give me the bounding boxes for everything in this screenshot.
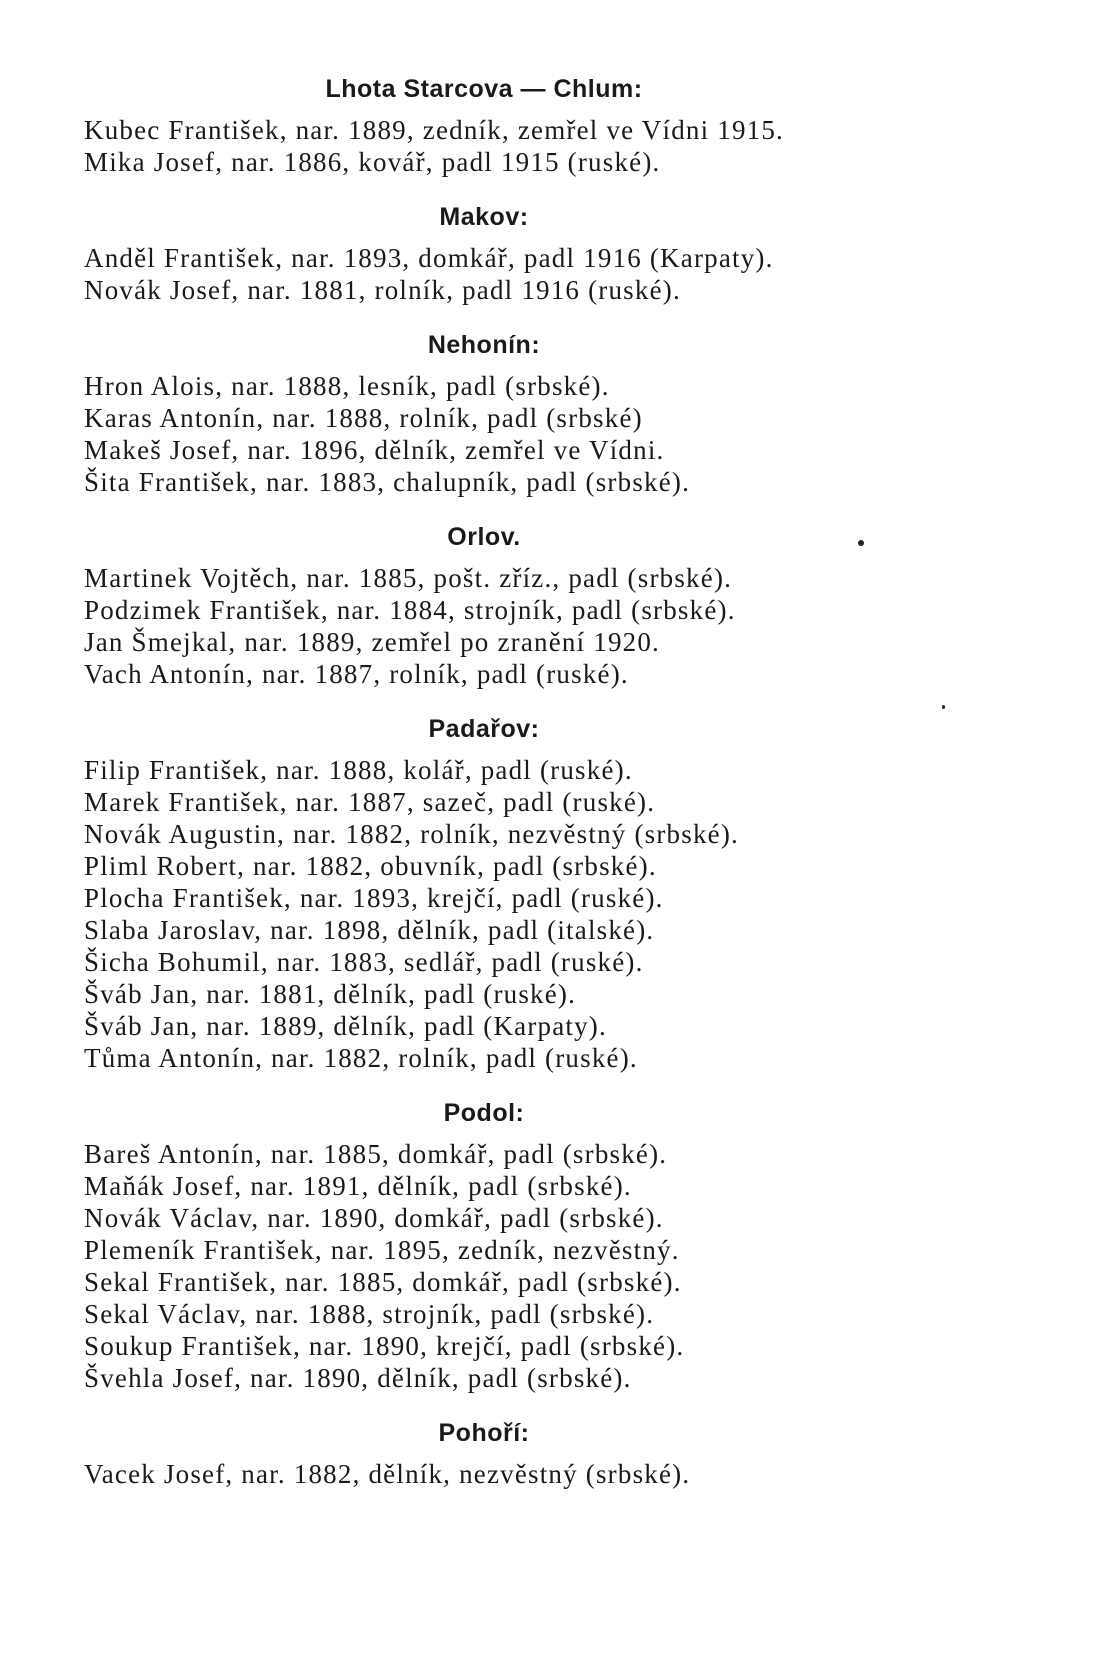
entry-line: Pliml Robert, nar. 1882, obuvník, padl (srbské).	[84, 851, 657, 881]
entry-line: Bareš Antonín, nar. 1885, domkář, padl (srbské).	[84, 1139, 668, 1169]
section-title: Orlov.	[447, 523, 521, 551]
entry-line: Jan Šmejkal, nar. 1889, zemřel po zranění 1920.	[84, 627, 661, 657]
entry-line: Tůma Antonín, nar. 1882, rolník, padl (ruské).	[84, 1043, 638, 1073]
entry-line: Šicha Bohumil, nar. 1883, sedlář, padl (ruské).	[84, 947, 644, 977]
entry-line: Vacek Josef, nar. 1882, dělník, nezvěstný (srbské).	[84, 1459, 691, 1489]
section-title: Podol:	[443, 1099, 525, 1127]
entry-line: Makeš Josef, nar. 1896, dělník, zemřel ve Vídni.	[84, 435, 665, 465]
entry-line: Maňák Josef, nar. 1891, dělník, padl (srbské).	[84, 1171, 632, 1201]
entry-line: Šita František, nar. 1883, chalupník, padl (srbské).	[84, 467, 691, 497]
ink-speck	[858, 540, 864, 546]
section-title: Pohoří:	[438, 1419, 530, 1447]
entry-line: Marek František, nar. 1887, sazeč, padl (ruské).	[84, 787, 656, 817]
section	[84, 72, 884, 178]
entry-line: Soukup František, nar. 1890, krejčí, padl (srbské).	[84, 1331, 685, 1361]
section	[84, 690, 884, 1074]
entry-line: Novák Augustin, nar. 1882, rolník, nezvěstný (srbské).	[84, 819, 739, 849]
section	[84, 178, 884, 306]
entry-line: Podzimek František, nar. 1884, strojník, padl (srbské).	[84, 595, 736, 625]
entry-line: Sekal František, nar. 1885, domkář, padl (srbské).	[84, 1267, 682, 1297]
entry-line: Novák Václav, nar. 1890, domkář, padl (srbské).	[84, 1203, 664, 1233]
entry-line: Kubec František, nar. 1889, zedník, zemřel ve Vídni 1915.	[84, 115, 784, 145]
ink-speck	[942, 705, 945, 709]
section-title: Makov:	[439, 203, 529, 231]
entry-line: Šváb Jan, nar. 1889, dělník, padl (Karpaty).	[84, 1011, 607, 1041]
entry-line: Vach Antonín, nar. 1887, rolník, padl (ruské).	[84, 659, 629, 689]
entry-line: Mika Josef, nar. 1886, kovář, padl 1915 (ruské).	[84, 147, 661, 177]
section	[84, 1074, 884, 1394]
entry-line: Plocha František, nar. 1893, krejčí, padl (ruské).	[84, 883, 664, 913]
entry-line: Anděl František, nar. 1893, domkář, padl 1916 (Karpaty).	[84, 243, 774, 273]
entry-line: Novák Josef, nar. 1881, rolník, padl 1916 (ruské).	[84, 275, 681, 305]
entry-line: Karas Antonín, nar. 1888, rolník, padl (srbské)	[84, 403, 643, 433]
section-title: Lhota Starcova — Chlum:	[325, 75, 643, 103]
entry-line: Plemeník František, nar. 1895, zedník, nezvěstný.	[84, 1235, 680, 1265]
section	[84, 1394, 884, 1490]
entry-line: Šváb Jan, nar. 1881, dělník, padl (ruské).	[84, 979, 577, 1009]
document-body	[84, 72, 884, 1490]
section	[84, 306, 884, 498]
entry-line: Filip František, nar. 1888, kolář, padl (ruské).	[84, 755, 633, 785]
section-title: Nehonín:	[427, 331, 541, 359]
entry-line: Švehla Josef, nar. 1890, dělník, padl (srbské).	[84, 1363, 632, 1393]
entry-line: Sekal Václav, nar. 1888, strojník, padl (srbské).	[84, 1299, 655, 1329]
section	[84, 498, 884, 690]
entry-line: Hron Alois, nar. 1888, lesník, padl (srbské).	[84, 371, 610, 401]
entry-line: Slaba Jaroslav, nar. 1898, dělník, padl (italské).	[84, 915, 655, 945]
section-title: Padařov:	[428, 715, 540, 743]
entry-line: Martinek Vojtěch, nar. 1885, pošt. zříz., padl (srbské).	[84, 563, 733, 593]
